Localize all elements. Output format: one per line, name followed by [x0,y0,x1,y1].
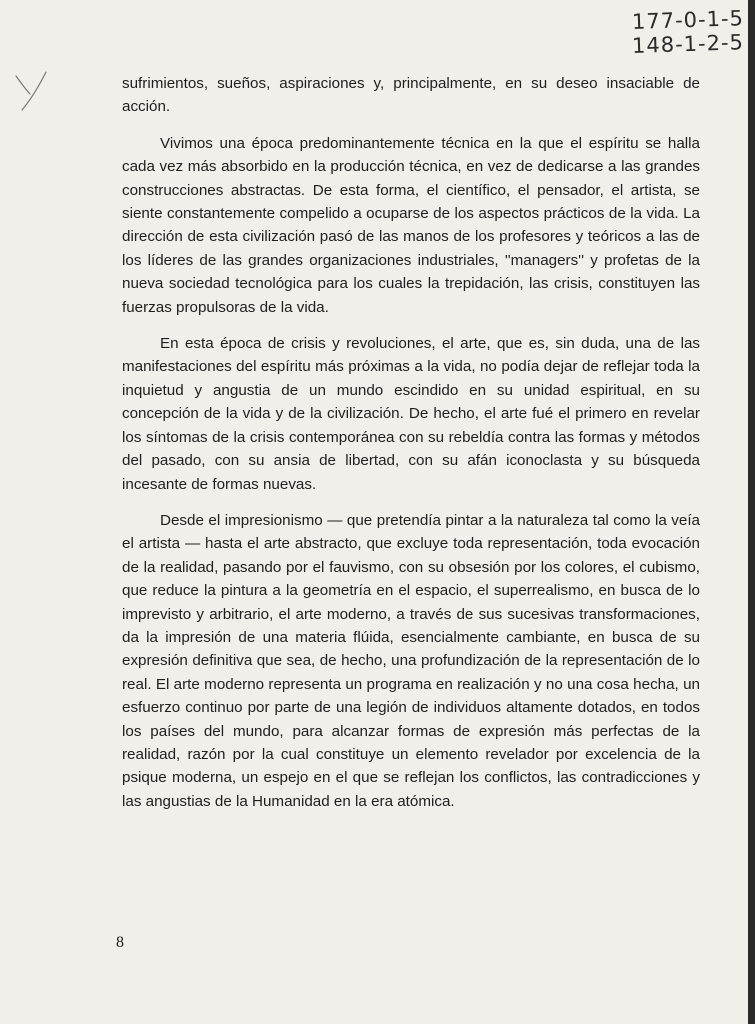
body-text [122,72,700,813]
handwritten-reference-2: 148-1-2-5 [631,30,745,58]
page-number: 8 [116,934,124,951]
paragraph-2: Vivimos una época predominantemente técnica en la que el espíritu se halla cada vez más absorbido en la producción técnica, en vez de dedicarse a las grandes construcciones abstractas. De esta forma, el científico, el pensador, el artista, se siente constantemente compelido a ocuparse de los aspectos prácticos de la vida. La dirección de esta civilización pasó de las manos de los profesores y teóricos a las de los líderes de las grandes organizaciones industriales, ''managers'' y profetas de la nueva sociedad tecnológica para los cuales la trepidación, las crisis, constituyen las fuerzas propulsoras de la vida. [122,134,700,316]
pencil-check-mark [12,70,52,112]
paragraph-3: En esta época de crisis y revoluciones, el arte, que es, sin duda, una de las manifestaciones del espíritu más próximas a la vida, no podía dejar de reflejar toda la inquietud y angustia de un mundo escindido en su unidad espiritual, en su concepción de la vida y de la civilización. De hecho, el arte fué el primero en revelar los síntomas de la crisis contemporánea con su rebeldía contra las formas y métodos del pasado, con su ansia de libertad, con su afán iconoclasta y su búsqueda incesante de formas nuevas. [122,335,700,493]
paragraph-1: sufrimientos, sueños, aspiraciones y, principalmente, en su deseo insaciable de acción. [122,75,700,116]
paragraph-4: Desde el impresionismo — que pretendía pintar a la naturaleza tal como la veía el artista — hasta el arte abstracto, que excluye toda representación, toda evocación de la realidad, pasando por el fauvismo, con su obsesión por los colores, el cubismo, que reduce la pintura a la geometría en el espacio, el superrealismo, en busca de lo imprevisto y arbitrario, el arte moderno, a través de sus sucesivas transformaciones, da la impresión de una materia flúida, esencialmente cambiante, en busca de su expresión definitiva que sea, de hecho, una profundización de la representación de lo real. El arte moderno representa un programa en realización y no una cosa hecha, un esfuerzo continuo por parte de una legión de individuos altamente dotados, en todos los países del mundo, para alcanzar formas de expresión más perfectas de la realidad, razón por la cual constituye un elemento revelador por excelencia de la psique moderna, un espejo en el que se reflejan los conflictos, las contradicciones y las angustias de la Humanidad en la era atómica. [122,511,700,810]
scan-edge [748,0,755,1024]
handwritten-reference-1: 177-0-1-5 [631,6,745,34]
